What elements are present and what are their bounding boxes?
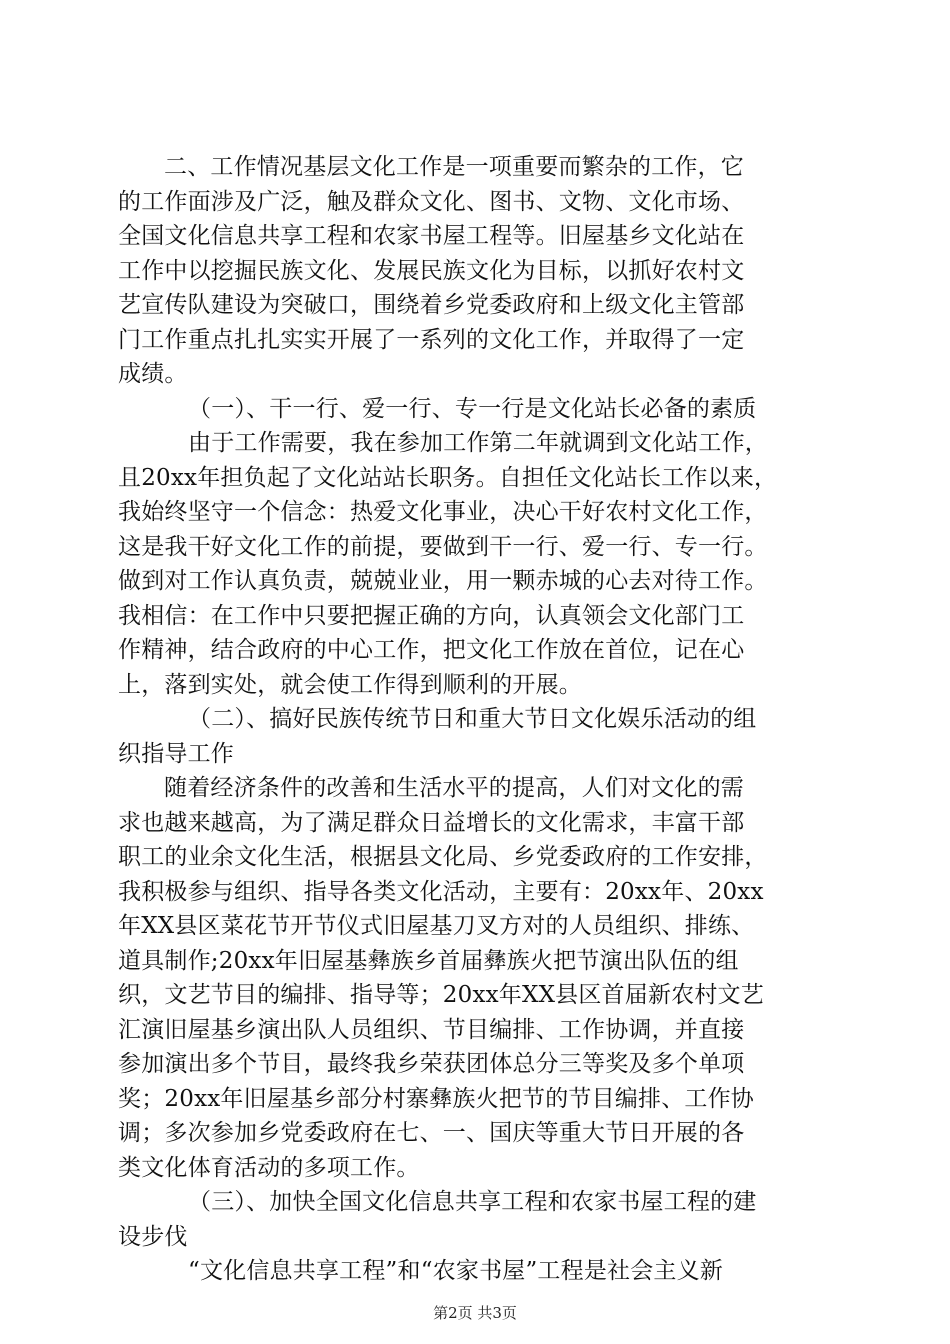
text-line: 成绩。	[118, 361, 188, 387]
text-line: 我相信：在工作中只要把握正确的方向，认真领会文化部门工	[118, 602, 745, 629]
text-line: 上，落到实处，就会使工作得到顺利的开展。	[118, 671, 582, 698]
section-heading-continued: 设步伐	[118, 1223, 188, 1250]
text-line: 职工的业余文化生活，根据县文化局、乡党委政府的工作安排，	[118, 844, 768, 870]
text-line: 织，文艺节目的编排、指导等；20xx年XX县区首届新农村文艺	[118, 982, 764, 1008]
section-heading: （一）、干一行、爱一行、专一行是文化站长必备的素质	[188, 395, 757, 422]
text-line: 门工作重点扎扎实实开展了一系列的文化工作，并取得了一定	[118, 326, 745, 353]
text-line: 奖；20xx年旧屋基乡部分村寨彝族火把节的节目编排、工作协	[118, 1085, 755, 1112]
text-line: 由于工作需要，我在参加工作第二年就调到文化站工作，	[188, 430, 768, 456]
text-line: “文化信息共享工程”和“农家书屋”工程是社会主义新	[188, 1258, 724, 1284]
text-line: 我始终坚守一个信念：热爱文化事业，决心干好农村文化工作，	[118, 499, 768, 525]
text-line: 做到对工作认真负责，兢兢业业，用一颗赤城的心去对待工作。	[118, 568, 768, 594]
text-line: 年XX县区菜花节开节仪式旧屋基刀叉方对的人员组织、排练、	[118, 913, 755, 939]
text-line: 类文化体育活动的多项工作。	[118, 1154, 420, 1181]
document-body	[118, 150, 834, 1289]
text-line: 且20xx年担负起了文化站站长职务。自担任文化站长工作以来，	[118, 464, 778, 491]
text-line: 工作中以挖掘民族文化、发展民族文化为目标，以抓好农村文	[118, 257, 745, 284]
text-line: 艺宣传队建设为突破口，围绕着乡党委政府和上级文化主管部	[118, 292, 745, 318]
text-line: 的工作面涉及广泛，触及群众文化、图书、文物、文化市场、	[118, 188, 745, 215]
page-number-footer: 第2页 共3页	[433, 1304, 517, 1322]
text-line: 二、工作情况基层文化工作是一项重要而繁杂的工作，它	[164, 154, 744, 180]
section-heading: （三）、加快全国文化信息共享工程和农家书屋工程的建	[188, 1189, 757, 1215]
text-line: 随着经济条件的改善和生活水平的提高，人们对文化的需	[164, 775, 744, 801]
text-line: 作精神，结合政府的中心工作，把文化工作放在首位，记在心	[118, 637, 745, 663]
text-line: 全国文化信息共享工程和农家书屋工程等。旧屋基乡文化站在	[118, 223, 745, 249]
text-line: 道具制作;20xx年旧屋基彝族乡首届彝族火把节演出队伍的组	[118, 947, 739, 974]
text-line: 参加演出多个节目，最终我乡荣获团体总分三等奖及多个单项	[118, 1051, 745, 1077]
text-line: 汇演旧屋基乡演出队人员组织、节目编排、工作协调，并直接	[118, 1016, 745, 1043]
section-heading-continued: 织指导工作	[118, 740, 234, 767]
text-line: 我积极参与组织、指导各类文化活动，主要有：20xx年、20xx	[118, 878, 764, 905]
section-heading: （二）、搞好民族传统节日和重大节日文化娱乐活动的组	[188, 706, 757, 732]
text-line: 调；多次参加乡党委政府在七、一、国庆等重大节日开展的各	[118, 1120, 745, 1146]
text-line: 这是我干好文化工作的前提，要做到干一行、爱一行、专一行。	[118, 533, 768, 560]
text-line: 求也越来越高，为了满足群众日益增长的文化需求，丰富干部	[118, 809, 745, 836]
